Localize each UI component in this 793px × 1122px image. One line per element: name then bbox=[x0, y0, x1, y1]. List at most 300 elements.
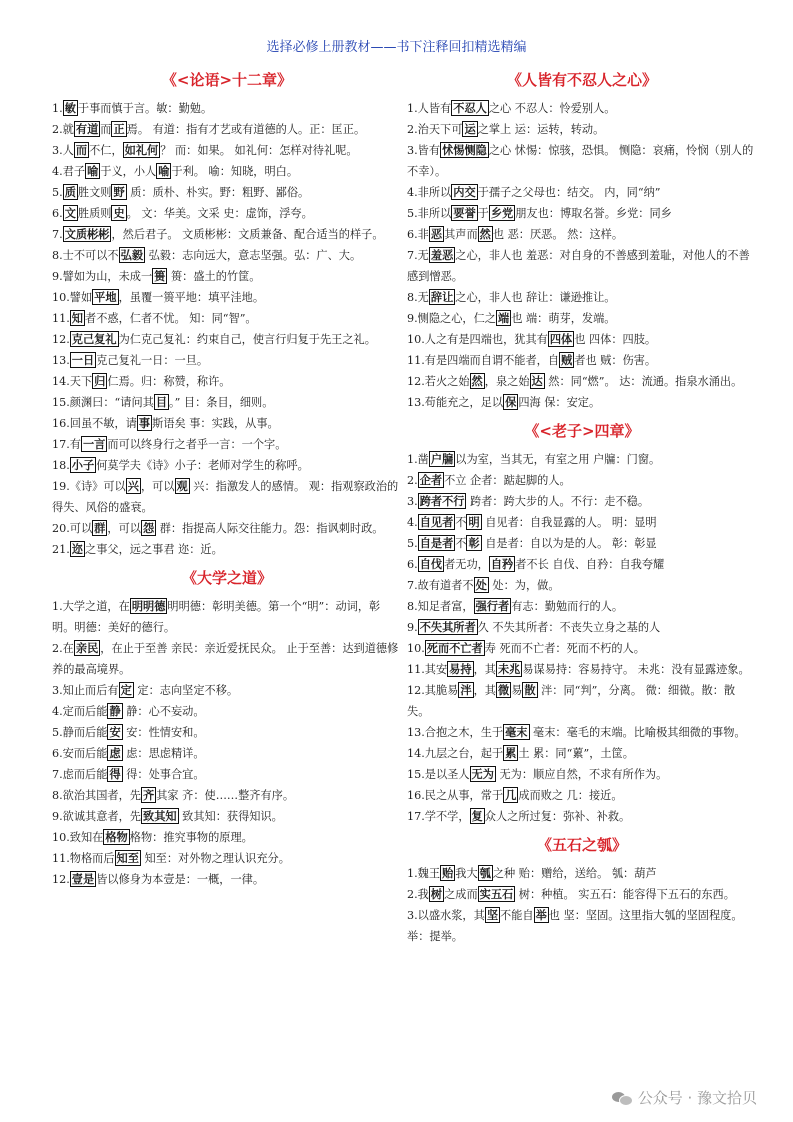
note-text: 7.故有道者不 bbox=[407, 579, 474, 592]
keyword-box: 怨 bbox=[142, 521, 155, 535]
note-text: 3. bbox=[407, 495, 418, 508]
note-text: 9.欲诚其意者，先 bbox=[52, 810, 141, 823]
note-item bbox=[52, 806, 402, 827]
keyword-box: 保 bbox=[505, 395, 517, 409]
keyword-box: 树 bbox=[430, 887, 443, 901]
keyword-box: 未兆 bbox=[497, 662, 521, 676]
note-text: 13.苟能充之，足以 bbox=[407, 396, 504, 409]
note-item bbox=[52, 140, 402, 161]
keyword-box: 如礼何 bbox=[124, 143, 159, 157]
note-text: 格物：推究事物的原理。 bbox=[129, 831, 253, 844]
note-text: 也 端：萌芽，发端。 bbox=[511, 312, 616, 325]
note-text: 。 文：华美。文采 史：虚饰，浮夸。 bbox=[126, 207, 313, 220]
note-item bbox=[52, 224, 402, 245]
note-text: 7. bbox=[52, 228, 63, 241]
note-text: 不仁， bbox=[89, 144, 123, 157]
note-text: 13. bbox=[52, 354, 70, 367]
note-item bbox=[407, 863, 757, 884]
keyword-box: 累 bbox=[505, 746, 517, 760]
note-text: 胜质则 bbox=[77, 207, 112, 220]
note-item bbox=[407, 722, 757, 743]
note-text: 2.我 bbox=[407, 888, 429, 901]
note-item bbox=[52, 764, 402, 785]
note-text: 21. bbox=[52, 543, 70, 556]
note-item bbox=[52, 98, 402, 119]
note-item bbox=[407, 224, 757, 245]
note-item bbox=[52, 182, 402, 203]
keyword-box: 质 bbox=[64, 185, 76, 199]
note-text: 明明德：彰明美德。第一个“明”：动词，彰明。明德：美好的德行。 bbox=[52, 600, 381, 634]
note-text: 弘毅：志向远大，意志坚强。弘：广、大。 bbox=[145, 249, 362, 262]
note-text: 1. bbox=[52, 102, 63, 115]
note-text: 者也 贼：伤害。 bbox=[574, 354, 657, 367]
keyword-box: 不失其所者 bbox=[419, 620, 476, 634]
note-text: 易谋易持：容易持守。 未兆：没有显露迹象。 bbox=[522, 663, 750, 676]
note-text: 之成而 bbox=[444, 888, 478, 901]
note-item bbox=[407, 287, 757, 308]
note-text: 群：指提高人际交往能力。怨：指讽刺时政。 bbox=[156, 522, 384, 535]
note-text: 之种 贻：赠给，送给。 瓠：葫芦 bbox=[492, 867, 657, 880]
keyword-box: 安 bbox=[109, 725, 121, 739]
note-text: 篑：盛土的竹筐。 bbox=[167, 270, 261, 283]
note-text: 12.其脆易 bbox=[407, 684, 459, 697]
note-text: 3.人 bbox=[52, 144, 74, 157]
note-text: 静：心不妄动。 bbox=[122, 705, 205, 718]
note-item bbox=[52, 308, 402, 329]
note-item bbox=[407, 905, 757, 947]
note-item bbox=[407, 350, 757, 371]
note-text: 而可以终身行之者乎一言：一个字。 bbox=[107, 438, 287, 451]
page-title: 选择必修上册教材——书下注释回扣精选精编 bbox=[266, 40, 527, 55]
note-item bbox=[407, 638, 757, 659]
note-item bbox=[407, 764, 757, 785]
note-item bbox=[52, 203, 402, 224]
note-text: 8.无 bbox=[407, 291, 429, 304]
note-text: 8.士不可以不 bbox=[52, 249, 119, 262]
keyword-box: 归 bbox=[94, 374, 106, 388]
note-item bbox=[407, 596, 757, 617]
note-item bbox=[52, 371, 402, 392]
section-title-renjie: 《人皆有不忍人之心》 bbox=[506, 71, 657, 89]
note-item bbox=[407, 554, 757, 575]
keyword-box: 克己复礼 bbox=[71, 332, 117, 346]
note-item bbox=[407, 371, 757, 392]
note-text: 知至：对外物之理认识充分。 bbox=[140, 852, 290, 865]
right-column bbox=[407, 62, 757, 947]
note-text: 之心 怵惕：惊骇，恐惧。 恻隐：哀痛，怜悯（别人的不幸）。 bbox=[407, 144, 754, 178]
note-text: 。” 目：条目，细则。 bbox=[169, 396, 274, 409]
note-text: 仁焉。归：称赞，称许。 bbox=[107, 375, 231, 388]
note-text: 也 四体：四肢。 bbox=[574, 333, 657, 346]
note-text: 1.大学之道，在 bbox=[52, 600, 130, 613]
keyword-box: 彰 bbox=[468, 536, 480, 550]
keyword-box: 观 bbox=[176, 479, 188, 493]
keyword-box: 事 bbox=[138, 416, 151, 430]
note-text: 19.《诗》可以 bbox=[52, 480, 126, 493]
note-item bbox=[52, 722, 402, 743]
note-text: 兴：指激发人的感情。 观：指观察政治的得失、风俗的盛衰。 bbox=[52, 480, 399, 514]
note-text: 不 bbox=[455, 537, 467, 550]
keyword-box: 弘毅 bbox=[120, 248, 144, 262]
section-title-lunyu: 《<论语>十二章》 bbox=[161, 71, 293, 89]
note-text: 焉。 有道：指有才艺或有道德的人。正：匡正。 bbox=[126, 123, 366, 136]
note-text: 质：质朴、朴实。野：粗野、鄙俗。 bbox=[126, 186, 310, 199]
keyword-box: 内交 bbox=[453, 185, 476, 199]
keyword-box: 自是者 bbox=[419, 536, 454, 550]
section-title-wushi: 《五石之瓠》 bbox=[536, 836, 627, 854]
note-text: 2.在 bbox=[52, 642, 74, 655]
note-text: 8.欲治其国者，先 bbox=[52, 789, 141, 802]
note-text: 于事而慎于言。敏：勤勉。 bbox=[77, 102, 213, 115]
note-text: 克己复礼一日：一旦。 bbox=[96, 354, 209, 367]
note-text: 胜文则 bbox=[77, 186, 112, 199]
keyword-box: 死而不亡者 bbox=[426, 641, 483, 655]
note-text: 8.知足者富， bbox=[407, 600, 474, 613]
note-text: ，其 bbox=[473, 663, 496, 676]
note-text: 5.非所以 bbox=[407, 207, 452, 220]
note-item bbox=[52, 827, 402, 848]
note-text: 土 累：同“蔂”，土筐。 bbox=[518, 747, 634, 760]
section-title-laozi: 《<老子>四章》 bbox=[524, 422, 640, 440]
note-item bbox=[407, 575, 757, 596]
note-text: 3.知止而后有 bbox=[52, 684, 119, 697]
note-item bbox=[52, 701, 402, 722]
note-text: 11. bbox=[52, 312, 70, 325]
note-item bbox=[52, 161, 402, 182]
keyword-box: 毫末 bbox=[505, 725, 528, 739]
section-body-wushi bbox=[407, 863, 757, 947]
note-item bbox=[52, 518, 402, 539]
note-text: 其家 齐：使……整齐有序。 bbox=[156, 789, 295, 802]
note-text: 自是者：自以为是的人。 彰：彰显 bbox=[481, 537, 657, 550]
note-item bbox=[407, 119, 757, 140]
note-text: 之事父，远之事君 迩：近。 bbox=[85, 543, 223, 556]
keyword-box: 泮 bbox=[460, 683, 472, 697]
keyword-box: 文 bbox=[64, 206, 76, 220]
keyword-box: 群 bbox=[94, 521, 106, 535]
note-text: 10.致知在 bbox=[52, 831, 104, 844]
note-text: 者无功， bbox=[444, 558, 489, 571]
note-text: 有志：勤勉而行的人。 bbox=[511, 600, 624, 613]
keyword-box: 而 bbox=[75, 143, 88, 157]
wechat-icon bbox=[612, 1090, 632, 1106]
note-text: 安：性情安和。 bbox=[122, 726, 205, 739]
note-text: 20.可以 bbox=[52, 522, 93, 535]
note-text: 2.就 bbox=[52, 123, 74, 136]
keyword-box: 定 bbox=[120, 683, 132, 697]
note-item bbox=[407, 140, 757, 182]
keyword-box: 喻 bbox=[87, 164, 99, 178]
keyword-box: 跨者不行 bbox=[419, 494, 465, 508]
note-text: 11.物格而后 bbox=[52, 852, 115, 865]
note-item bbox=[52, 245, 402, 266]
note-text: 6.安而后能 bbox=[52, 747, 108, 760]
note-text: 12.若火之始 bbox=[407, 375, 470, 388]
note-text: 跨者：跨大步的人。不行：走不稳。 bbox=[466, 495, 650, 508]
keyword-box: 恶 bbox=[430, 227, 443, 241]
note-text: 皆以修身为本壹是：一概，一律。 bbox=[96, 873, 265, 886]
note-text: 2. bbox=[407, 474, 418, 487]
keyword-box: 坚 bbox=[486, 908, 499, 922]
note-item bbox=[52, 743, 402, 764]
keyword-box: 知至 bbox=[116, 851, 139, 865]
note-text: ？ 而：如果。 如礼何：怎样对待礼呢。 bbox=[160, 144, 358, 157]
keyword-box: 举 bbox=[535, 908, 547, 922]
keyword-box: 一日 bbox=[71, 353, 95, 367]
note-text: 16.民之从事，常于 bbox=[407, 789, 504, 802]
keyword-box: 辞让 bbox=[430, 290, 454, 304]
note-text: 16.回虽不敏，请 bbox=[52, 417, 137, 430]
keyword-box: 迩 bbox=[71, 542, 83, 556]
keyword-box: 自伐 bbox=[419, 557, 443, 571]
note-text: 寿 死而不亡者：死而不朽的人。 bbox=[484, 642, 645, 655]
note-text: 泮：同“判”，分离。 微：细微。散：散失。 bbox=[407, 684, 736, 718]
keyword-box: 文质彬彬 bbox=[64, 227, 110, 241]
note-text: 1.凿 bbox=[407, 453, 429, 466]
watermark-text: 公众号 · 豫文拾贝 bbox=[637, 1089, 757, 1107]
note-text: 也 恶：厌恶。 然：这样。 bbox=[492, 228, 624, 241]
note-text: 得：处事合宜。 bbox=[122, 768, 205, 781]
keyword-box: 复 bbox=[471, 809, 483, 823]
keyword-box: 正 bbox=[113, 122, 125, 136]
note-item bbox=[407, 470, 757, 491]
note-text: 于 bbox=[477, 207, 489, 220]
note-text: 之心 不忍人：怜爱别人。 bbox=[488, 102, 616, 115]
keyword-box: 得 bbox=[109, 767, 121, 781]
note-text: ，在止于至善 亲民：亲近爱抚民众。 止于至善：达到道德修养的最高境界。 bbox=[52, 642, 399, 676]
note-text: 9.恻隐之心，仁之 bbox=[407, 312, 496, 325]
note-text: 毫末：毫毛的末端。比喻极其细微的事物。 bbox=[529, 726, 746, 739]
note-text: 7.虑而后能 bbox=[52, 768, 108, 781]
note-text: 众人之所过复：弥补、补救。 bbox=[484, 810, 631, 823]
section-body-laozi bbox=[407, 449, 757, 827]
note-text: 然：同“燃”。 达：流通。指泉水涌出。 bbox=[544, 375, 743, 388]
note-text: 7.无 bbox=[407, 249, 429, 262]
note-text: 处：为，做。 bbox=[488, 579, 560, 592]
note-item bbox=[52, 119, 402, 140]
note-item bbox=[407, 743, 757, 764]
note-text: 之掌上 运：运转，转动。 bbox=[477, 123, 605, 136]
keyword-box: 四体 bbox=[549, 332, 573, 346]
note-item bbox=[52, 476, 402, 518]
note-text: 4. bbox=[407, 516, 418, 529]
keyword-box: 强行者 bbox=[475, 599, 510, 613]
note-text: 2.治天下可 bbox=[407, 123, 463, 136]
note-text: 3.皆有 bbox=[407, 144, 441, 157]
note-text: 18. bbox=[52, 459, 70, 472]
note-item bbox=[52, 413, 402, 434]
note-item bbox=[407, 884, 757, 905]
keyword-box: 处 bbox=[475, 578, 487, 592]
watermark bbox=[612, 1087, 757, 1108]
keyword-box: 不忍人 bbox=[453, 101, 487, 115]
keyword-box: 静 bbox=[109, 704, 121, 718]
keyword-box: 怵惕恻隐 bbox=[442, 143, 487, 157]
note-text: 之心，非人也 羞恶：对自身的不善感到羞耻，对他人的不善感到憎恶。 bbox=[407, 249, 750, 283]
keyword-box: 几 bbox=[505, 788, 517, 802]
note-item bbox=[407, 512, 757, 533]
note-text: 久 不失其所者：不丧失立身之基的人 bbox=[477, 621, 661, 634]
note-text: 9. bbox=[407, 621, 418, 634]
note-text: 17.有 bbox=[52, 438, 81, 451]
note-item bbox=[52, 785, 402, 806]
note-item bbox=[407, 449, 757, 470]
keyword-box: 企者 bbox=[419, 473, 443, 487]
keyword-box: 户牖 bbox=[430, 452, 454, 466]
keyword-box: 格物 bbox=[105, 830, 128, 844]
note-item bbox=[407, 491, 757, 512]
keyword-box: 贼 bbox=[561, 353, 573, 367]
note-item bbox=[52, 392, 402, 413]
note-item bbox=[52, 848, 402, 869]
note-item bbox=[407, 308, 757, 329]
note-text: 6. bbox=[407, 558, 418, 571]
keyword-box: 乡党 bbox=[490, 206, 514, 220]
note-text: 朋友也：博取名誉。乡党：同乡 bbox=[515, 207, 672, 220]
keyword-box: 一言 bbox=[82, 437, 106, 451]
note-text: ，虽覆一篑平地：填平洼地。 bbox=[118, 291, 265, 304]
note-item bbox=[407, 182, 757, 203]
note-text: 于孺子之父母也：结交。 内，同“纳” bbox=[477, 186, 661, 199]
note-text: 14.九层之台，起于 bbox=[407, 747, 504, 760]
note-item bbox=[52, 680, 402, 701]
note-text: ，可以 bbox=[140, 480, 175, 493]
note-item bbox=[407, 617, 757, 638]
section-body-daxue bbox=[52, 596, 402, 890]
keyword-box: 微 bbox=[497, 683, 510, 697]
note-item bbox=[407, 98, 757, 119]
note-text: 14.天下 bbox=[52, 375, 93, 388]
keyword-box: 致其知 bbox=[143, 809, 177, 823]
section-body-renjie bbox=[407, 98, 757, 413]
keyword-box: 知 bbox=[71, 311, 83, 325]
keyword-box: 明 bbox=[468, 515, 480, 529]
note-text: 10.譬如 bbox=[52, 291, 93, 304]
note-text: 6. bbox=[52, 207, 63, 220]
note-text: 为仁克己复礼：约束自己，使言行归复于先王之礼。 bbox=[118, 333, 376, 346]
keyword-box: 自见者 bbox=[419, 515, 454, 529]
note-item bbox=[407, 680, 757, 722]
note-text: 成而败之 几：接近。 bbox=[518, 789, 623, 802]
note-item bbox=[52, 329, 402, 350]
keyword-box: 散 bbox=[524, 683, 536, 697]
keyword-box: 然 bbox=[471, 374, 483, 388]
note-text: 不 bbox=[455, 516, 467, 529]
note-text: ，可以 bbox=[107, 522, 141, 535]
note-text: 4.非所以 bbox=[407, 186, 452, 199]
keyword-box: 易持 bbox=[449, 662, 472, 676]
note-item bbox=[52, 266, 402, 287]
note-item bbox=[407, 785, 757, 806]
note-text: ，泉之始 bbox=[484, 375, 530, 388]
keyword-box: 达 bbox=[531, 374, 543, 388]
note-item bbox=[52, 638, 402, 680]
note-text: 5.静而后能 bbox=[52, 726, 108, 739]
note-text: 不能自 bbox=[500, 909, 534, 922]
keyword-box: 明明德 bbox=[131, 599, 166, 613]
keyword-box: 瓠 bbox=[479, 866, 491, 880]
left-column bbox=[52, 62, 402, 890]
keyword-box: 实五石 bbox=[479, 887, 514, 901]
note-text: 四海 保：安定。 bbox=[518, 396, 601, 409]
note-text: 树：种植。 实五石：能容得下五石的东西。 bbox=[515, 888, 735, 901]
keyword-box: 羞恶 bbox=[430, 248, 454, 262]
note-item bbox=[52, 869, 402, 890]
note-text: 定：志向坚定不移。 bbox=[133, 684, 239, 697]
keyword-box: 史 bbox=[113, 206, 125, 220]
note-text: 9.譬如为山，未成一 bbox=[52, 270, 153, 283]
note-item bbox=[52, 287, 402, 308]
note-text: 4.定而后能 bbox=[52, 705, 108, 718]
note-item bbox=[52, 596, 402, 638]
note-item bbox=[407, 392, 757, 413]
note-text: 于义，小人 bbox=[100, 165, 157, 178]
keyword-box: 贻 bbox=[442, 866, 454, 880]
note-text: 6.非 bbox=[407, 228, 429, 241]
note-item bbox=[407, 806, 757, 827]
note-text: 易 bbox=[511, 684, 523, 697]
note-item bbox=[52, 539, 402, 560]
keyword-box: 虑 bbox=[109, 746, 121, 760]
note-text: 3.以盛水浆，其 bbox=[407, 909, 485, 922]
note-text: 之心，非人也 辞让：谦逊推让。 bbox=[455, 291, 616, 304]
note-text: 12. bbox=[52, 873, 70, 886]
note-item bbox=[407, 245, 757, 287]
note-item bbox=[407, 533, 757, 554]
note-text: 11.有是四端而自谓不能者，自 bbox=[407, 354, 560, 367]
note-text: 11.其安 bbox=[407, 663, 448, 676]
keyword-box: 运 bbox=[464, 122, 476, 136]
keyword-box: 无为 bbox=[471, 767, 494, 781]
note-item bbox=[52, 350, 402, 371]
keyword-box: 小子 bbox=[71, 458, 95, 472]
note-text: 不立 企者：踮起脚的人。 bbox=[444, 474, 571, 487]
note-text: 而 bbox=[100, 123, 112, 136]
note-text: 斯语矣 事：实践，从事。 bbox=[152, 417, 279, 430]
note-text: 1.人皆有 bbox=[407, 102, 452, 115]
note-text: 虑：思虑精详。 bbox=[122, 747, 205, 760]
note-text: 我大 bbox=[455, 867, 478, 880]
note-text: 4.君子 bbox=[52, 165, 86, 178]
note-item bbox=[52, 455, 402, 476]
note-text: 1.魏王 bbox=[407, 867, 441, 880]
note-text: 者不惑，仁者不忧。 知：同“智”。 bbox=[85, 312, 257, 325]
keyword-box: 喻 bbox=[158, 164, 170, 178]
note-text: 15.是以圣人 bbox=[407, 768, 470, 781]
note-item bbox=[407, 329, 757, 350]
note-text: 17.学不学， bbox=[407, 810, 470, 823]
keyword-box: 自矜 bbox=[490, 557, 514, 571]
note-text: 致其知：获得知识。 bbox=[178, 810, 283, 823]
keyword-box: 有道 bbox=[75, 122, 99, 136]
note-item bbox=[407, 203, 757, 224]
note-text: 也 坚：坚固。这里指大瓠的坚固程度。 举：提举。 bbox=[407, 909, 743, 943]
note-text: 于利。 喻：知晓，明白。 bbox=[171, 165, 299, 178]
note-text: 12. bbox=[52, 333, 70, 346]
section-title-daxue: 《大学之道》 bbox=[181, 569, 272, 587]
keyword-box: 兴 bbox=[127, 479, 139, 493]
note-item bbox=[407, 659, 757, 680]
keyword-box: 齐 bbox=[143, 788, 155, 802]
note-text: 13.合抱之木，生于 bbox=[407, 726, 504, 739]
note-text: 15.颜渊曰：“请问其 bbox=[52, 396, 154, 409]
note-text: 5. bbox=[52, 186, 63, 199]
keyword-box: 要誉 bbox=[453, 206, 476, 220]
note-item bbox=[52, 434, 402, 455]
note-text: 10. bbox=[407, 642, 425, 655]
note-text: 其声而 bbox=[444, 228, 478, 241]
section-body-lunyu bbox=[52, 98, 402, 560]
